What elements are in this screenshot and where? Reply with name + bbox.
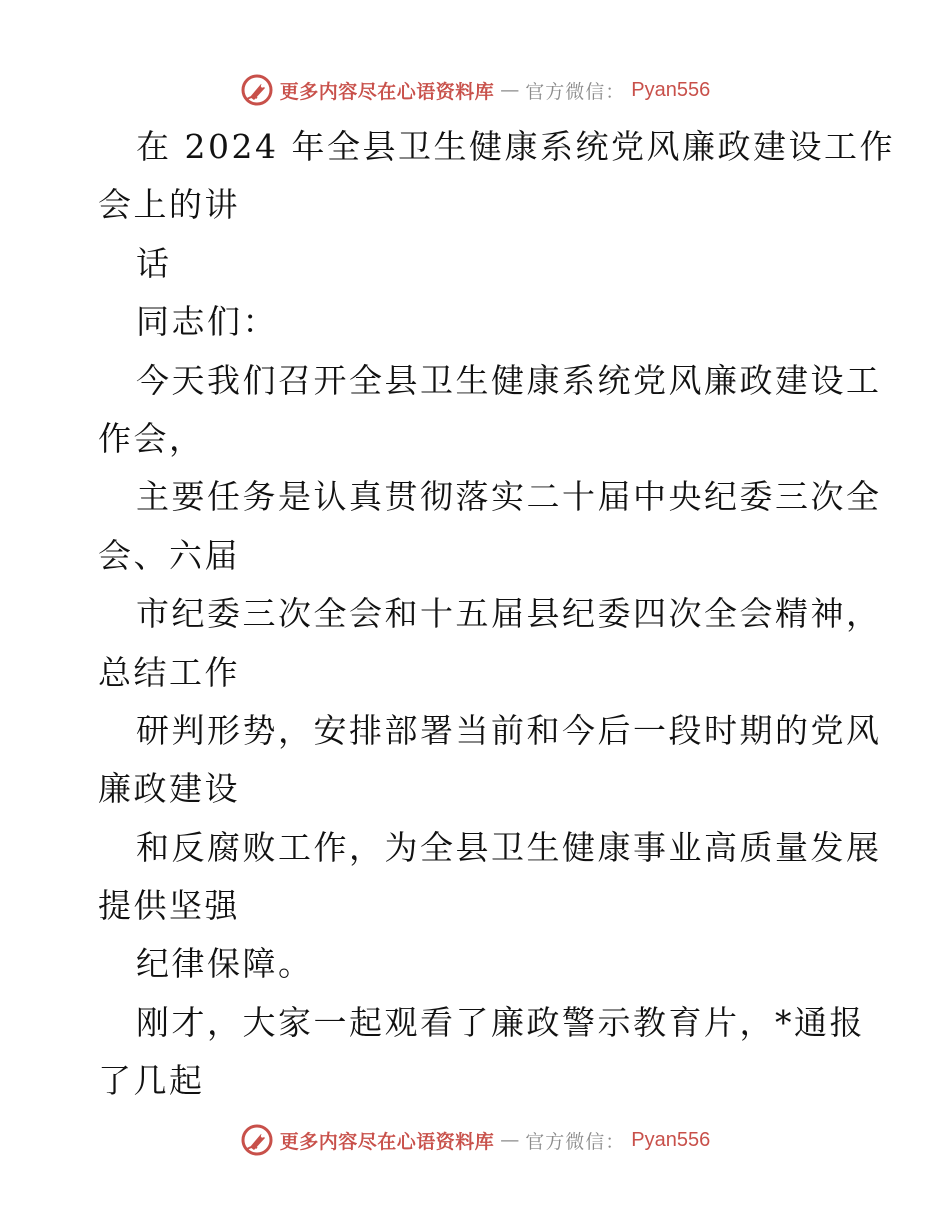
text-line: 市纪委三次全会和十五届县纪委四次全会精神， <box>136 594 882 634</box>
watermark-wechat-id: Pyan556 <box>631 78 711 101</box>
text-line: 今天我们召开全县卫生健康系统党风廉政建设工 <box>136 360 882 400</box>
pen-nib-seal-icon <box>240 73 274 107</box>
text-line: 和反腐败工作，为全县卫生健康事业高质量发展 <box>136 827 882 867</box>
watermark-official-label: 官方微信： <box>525 80 626 103</box>
watermark-official-label: 官方微信： <box>525 1130 626 1153</box>
text-line: 话 <box>136 243 172 283</box>
text-line: 会、六届 <box>98 535 240 575</box>
text-line: 在 2024 年全县卫生健康系统党风廉政建设工作 <box>136 127 895 166</box>
text-line: 研判形势，安排部署当前和今后一段时期的党风 <box>136 710 882 750</box>
watermark-dash: — <box>500 79 520 101</box>
watermark-dash: — <box>500 1129 520 1151</box>
text-line: 同志们： <box>136 302 278 342</box>
document-body <box>98 118 895 1111</box>
text-line: 刚才，大家一起观看了廉政警示教育片，*通报 <box>136 1002 865 1042</box>
text-line: 廉政建设 <box>98 769 240 809</box>
text-line: 纪律保障。 <box>136 944 314 984</box>
watermark-brand-text: 更多内容尽在心语资料库 <box>279 80 495 103</box>
watermark-wechat-id: Pyan556 <box>631 1128 711 1151</box>
text-line: 了几起 <box>98 1061 205 1101</box>
text-line: 会上的讲 <box>98 185 240 225</box>
text-line: 总结工作 <box>98 652 240 692</box>
watermark-brand-text: 更多内容尽在心语资料库 <box>279 1130 495 1153</box>
text-line: 主要任务是认真贯彻落实二十届中央纪委三次全 <box>136 477 882 517</box>
text-line: 提供坚强 <box>98 886 240 926</box>
footer-watermark <box>0 1122 950 1158</box>
text-line: 作会， <box>98 418 205 458</box>
header-watermark <box>0 72 950 108</box>
pen-nib-seal-icon <box>240 1123 274 1157</box>
